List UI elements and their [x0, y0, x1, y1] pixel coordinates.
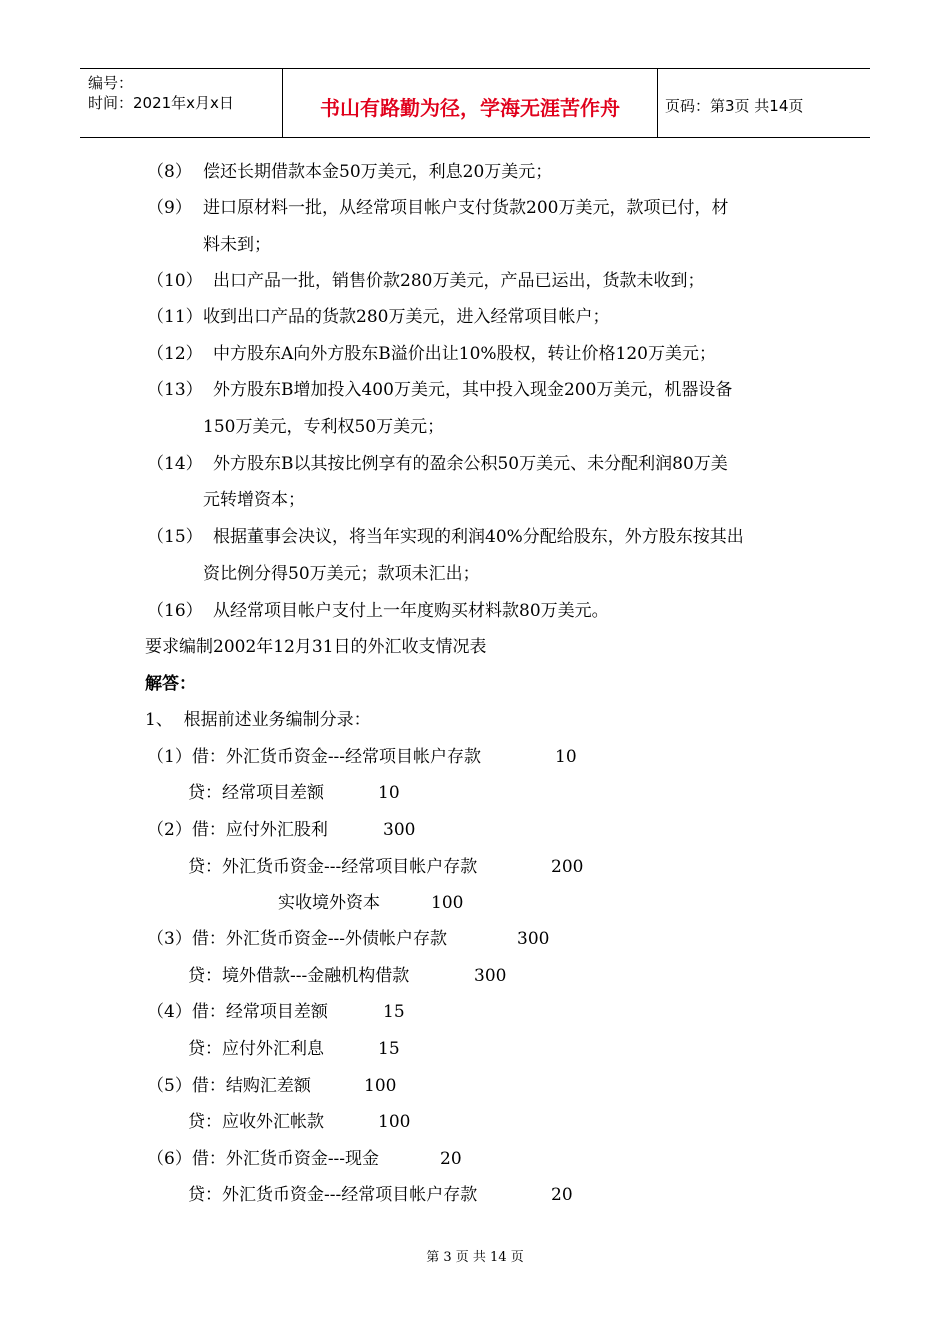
item-text-continued: 元转增资本； [203, 490, 305, 510]
entry-label: 贷：应收外汇帐款 [188, 1112, 324, 1132]
entry-amount: 200 [551, 857, 584, 877]
item-number: （9） [147, 198, 192, 218]
entry-amount: 300 [383, 820, 416, 840]
item-number: （12） [147, 344, 203, 364]
entry-label: （1）借：外汇货币资金---经常项目帐户存款 [147, 747, 482, 767]
item-text-continued: 资比例分得50万美元；款项未汇出； [203, 564, 480, 584]
item-text-continued: 料未到； [203, 235, 271, 255]
page-header [80, 68, 870, 138]
item-text: 外方股东B增加投入400万美元，其中投入现金200万美元，机器设备 [213, 380, 733, 400]
item-number: （14） [147, 454, 203, 474]
entry-label: 贷：外汇货币资金---经常项目帐户存款 [188, 1185, 478, 1205]
step-heading: 1、 根据前述业务编制分录： [145, 710, 371, 730]
entry-label: （6）借：外汇货币资金---现金 [147, 1149, 380, 1169]
item-text: 进口原材料一批，从经常项目帐户支付货款200万美元，款项已付，材 [203, 198, 729, 218]
entry-label: 贷：外汇货币资金---经常项目帐户存款 [188, 857, 478, 877]
entry-amount: 15 [378, 1039, 400, 1059]
item-number: （11） [147, 307, 203, 327]
entry-amount: 300 [517, 929, 550, 949]
item-text: 偿还长期借款本金50万美元，利息20万美元； [203, 162, 553, 182]
item-text: 中方股东A向外方股东B溢价出让10%股权，转让价格120万美元； [213, 344, 717, 364]
entry-label: 贷：应付外汇利息 [188, 1039, 324, 1059]
entry-label: 贷：境外借款---金融机构借款 [188, 966, 410, 986]
entry-amount: 20 [440, 1149, 462, 1169]
item-text: 出口产品一批，销售价款280万美元，产品已运出，货款未收到； [213, 271, 705, 291]
item-text: 收到出口产品的货款280万美元，进入经常项目帐户； [203, 307, 610, 327]
entry-amount: 300 [474, 966, 507, 986]
item-text-continued: 150万美元，专利权50万美元； [203, 417, 445, 437]
entry-amount: 100 [431, 893, 464, 913]
entry-amount: 100 [378, 1112, 411, 1132]
page-info: 页码：第3页 共14页 [665, 97, 804, 115]
entry-amount: 10 [378, 783, 400, 803]
serial-label: 编号： [88, 74, 134, 92]
entry-label: （3）借：外汇货币资金---外债帐户存款 [147, 929, 448, 949]
item-number: （10） [147, 271, 203, 291]
entry-amount: 20 [551, 1185, 573, 1205]
requirement-text: 要求编制2002年12月31日的外汇收支情况表 [145, 637, 487, 657]
entry-amount: 15 [383, 1002, 405, 1022]
entry-label: （2）借：应付外汇股利 [147, 820, 328, 840]
entry-label: （5）借：结购汇差额 [147, 1076, 311, 1096]
entry-label: （4）借：经常项目差额 [147, 1002, 328, 1022]
entry-amount: 10 [555, 747, 577, 767]
header-meta-cell [80, 69, 282, 137]
item-number: （15） [147, 527, 203, 547]
item-text: 外方股东B以其按比例享有的盈余公积50万美元、未分配利润80万美 [213, 454, 728, 474]
motto: 书山有路勤为径，学海无涯苦作舟 [320, 96, 620, 120]
entry-label: 贷：经常项目差额 [188, 783, 324, 803]
item-text: 从经常项目帐户支付上一年度购买材料款80万美元。 [213, 601, 609, 621]
entry-amount: 100 [364, 1076, 397, 1096]
page-footer: 第 3 页 共 14 页 [426, 1250, 524, 1265]
entry-label: 实收境外资本 [278, 893, 380, 913]
header-page-cell [657, 69, 870, 137]
time-label: 时间：2021年x月x日 [88, 94, 234, 112]
item-number: （13） [147, 380, 203, 400]
item-number: （16） [147, 601, 203, 621]
item-number: （8） [147, 162, 192, 182]
answer-heading: 解答： [145, 674, 196, 694]
header-motto-cell [282, 69, 658, 137]
item-text: 根据董事会决议，将当年实现的利润40%分配给股东，外方股东按其出 [213, 527, 744, 547]
